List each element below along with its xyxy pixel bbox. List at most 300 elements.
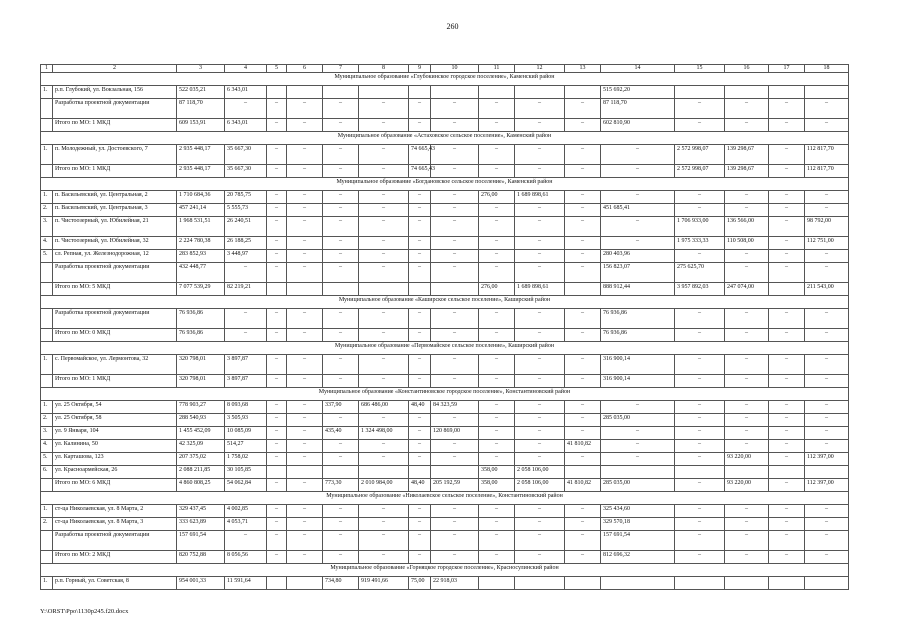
amount-cell: – (359, 309, 409, 329)
row-number: 1. (41, 86, 53, 99)
amount-cell: 82 219,21 (225, 283, 267, 296)
amount-cell (323, 466, 359, 479)
table-row (41, 427, 849, 440)
amount-cell: – (287, 440, 323, 453)
amount-cell (675, 466, 725, 479)
amount-cell: – (805, 329, 849, 342)
amount-cell: – (769, 145, 805, 165)
amount-cell: 325 434,60 (601, 505, 675, 518)
amount-cell (479, 86, 515, 99)
amount-cell: – (431, 518, 479, 531)
amount-cell: – (675, 204, 725, 217)
amount-cell: – (323, 355, 359, 375)
table-row (41, 531, 849, 551)
amount-cell: – (805, 375, 849, 388)
address-cell: Итого по МО: 1 МКД (53, 165, 177, 178)
amount-cell: 87 118,70 (601, 99, 675, 119)
capital-repair-table (40, 64, 849, 590)
amount-cell: – (267, 551, 287, 564)
amount-cell: – (675, 414, 725, 427)
address-cell: Итого по МО: 1 МКД (53, 119, 177, 132)
amount-cell: – (805, 355, 849, 375)
amount-cell: – (287, 427, 323, 440)
column-number: 16 (725, 65, 769, 73)
amount-cell: – (675, 427, 725, 440)
amount-cell: – (725, 263, 769, 283)
row-number: 1. (41, 191, 53, 204)
amount-cell: 54 062,84 (225, 479, 267, 492)
amount-cell: 6 343,01 (225, 86, 267, 99)
amount-cell: 275 625,70 (675, 263, 725, 283)
amount-cell: 84 323,59 (431, 401, 479, 414)
amount-cell: – (409, 217, 431, 237)
amount-cell: 686 486,00 (359, 401, 409, 414)
amount-cell: – (409, 375, 431, 388)
amount-cell: 87 118,70 (177, 99, 225, 119)
amount-cell: – (323, 165, 359, 178)
amount-cell: – (479, 453, 515, 466)
amount-cell (409, 86, 431, 99)
column-number: 6 (287, 65, 323, 73)
amount-cell: – (359, 99, 409, 119)
amount-cell: 316 900,14 (601, 375, 675, 388)
amount-cell: – (323, 505, 359, 518)
amount-cell: – (287, 355, 323, 375)
amount-cell: – (675, 479, 725, 492)
amount-cell: – (565, 453, 601, 466)
amount-cell: – (675, 440, 725, 453)
amount-cell: – (565, 191, 601, 204)
amount-cell: – (409, 237, 431, 250)
section-title: Муниципальное образование «Богдановское сельское поселение», Каменский район (41, 178, 849, 191)
row-number: 3. (41, 217, 53, 237)
amount-cell: – (267, 375, 287, 388)
amount-cell: – (565, 375, 601, 388)
amount-cell: – (287, 145, 323, 165)
amount-cell: 22 918,03 (431, 577, 479, 590)
row-number (41, 531, 53, 551)
table-row (41, 453, 849, 466)
amount-cell: – (359, 204, 409, 217)
amount-cell: 1 324 498,00 (359, 427, 409, 440)
amount-cell: – (601, 401, 675, 414)
row-number: 1. (41, 401, 53, 414)
amount-cell: 2 058 106,00 (515, 466, 565, 479)
amount-cell: – (725, 250, 769, 263)
amount-cell (565, 86, 601, 99)
amount-cell: – (409, 263, 431, 283)
amount-cell (725, 577, 769, 590)
amount-cell: – (409, 204, 431, 217)
amount-cell (515, 86, 565, 99)
amount-cell: – (225, 309, 267, 329)
section-heading-row (41, 388, 849, 401)
amount-cell: – (725, 355, 769, 375)
amount-cell: 157 691,54 (601, 531, 675, 551)
amount-cell: 333 623,89 (177, 518, 225, 531)
amount-cell: 110 508,00 (725, 237, 769, 250)
table-row (41, 466, 849, 479)
amount-cell: – (769, 414, 805, 427)
amount-cell: 76 936,86 (601, 309, 675, 329)
amount-cell: – (431, 99, 479, 119)
amount-cell: 76 936,86 (177, 309, 225, 329)
column-number: 5 (267, 65, 287, 73)
amount-cell: – (431, 165, 479, 178)
amount-cell: – (769, 119, 805, 132)
amount-cell: – (409, 505, 431, 518)
amount-cell: 734,80 (323, 577, 359, 590)
amount-cell: – (479, 99, 515, 119)
amount-cell: – (601, 165, 675, 178)
amount-cell: – (359, 237, 409, 250)
table-row (41, 237, 849, 250)
amount-cell: – (805, 119, 849, 132)
amount-cell: – (515, 204, 565, 217)
address-cell: Итого по МО: 1 МКД (53, 375, 177, 388)
file-path-footer: Y:\ORST\Ppo\1130p245.f20.docx (40, 608, 129, 615)
section-title: Муниципальное образование «Глубокинское городское поселение», Каменский район (41, 73, 849, 86)
amount-cell: – (431, 440, 479, 453)
address-cell: ул. 25 Октября, 58 (53, 414, 177, 427)
amount-cell: – (431, 355, 479, 375)
amount-cell (675, 86, 725, 99)
row-number (41, 551, 53, 564)
table-row (41, 355, 849, 375)
amount-cell: 778 903,27 (177, 401, 225, 414)
section-heading-row (41, 178, 849, 191)
table-row (41, 283, 849, 296)
amount-cell: – (725, 191, 769, 204)
amount-cell: – (479, 401, 515, 414)
amount-cell: – (769, 99, 805, 119)
amount-cell: – (805, 250, 849, 263)
amount-cell: – (479, 165, 515, 178)
amount-cell: – (515, 355, 565, 375)
amount-cell: – (267, 355, 287, 375)
row-number: 1. (41, 577, 53, 590)
amount-cell (323, 86, 359, 99)
amount-cell: – (431, 217, 479, 237)
table-row (41, 414, 849, 427)
section-title: Муниципальное образование «Каширское сельское поселение», Каширский район (41, 296, 849, 309)
table-row (41, 119, 849, 132)
column-number: 4 (225, 65, 267, 73)
amount-cell: – (769, 263, 805, 283)
column-number: 12 (515, 65, 565, 73)
row-number: 5. (41, 453, 53, 466)
amount-cell: 112 817,70 (805, 145, 849, 165)
amount-cell: – (769, 518, 805, 531)
page-number: 260 (446, 22, 459, 31)
amount-cell: – (409, 99, 431, 119)
amount-cell: – (409, 427, 431, 440)
row-number: 5. (41, 250, 53, 263)
column-number: 8 (359, 65, 409, 73)
amount-cell (287, 86, 323, 99)
amount-cell: – (479, 250, 515, 263)
amount-cell: – (359, 440, 409, 453)
row-number (41, 283, 53, 296)
amount-cell: – (515, 237, 565, 250)
amount-cell: – (725, 414, 769, 427)
amount-cell: – (409, 355, 431, 375)
amount-cell: – (805, 531, 849, 551)
amount-cell: – (479, 237, 515, 250)
amount-cell: 820 752,88 (177, 551, 225, 564)
amount-cell: – (287, 505, 323, 518)
table-row (41, 250, 849, 263)
column-number: 9 (409, 65, 431, 73)
amount-cell: – (287, 237, 323, 250)
address-cell: Итого по МО: 6 МКД (53, 479, 177, 492)
amount-cell: – (805, 427, 849, 440)
amount-cell: – (267, 414, 287, 427)
row-number: 1. (41, 145, 53, 165)
amount-cell: – (565, 518, 601, 531)
amount-cell: 3 505,93 (225, 414, 267, 427)
amount-cell (805, 86, 849, 99)
amount-cell: – (565, 119, 601, 132)
row-number (41, 99, 53, 119)
amount-cell (431, 283, 479, 296)
amount-cell: – (479, 531, 515, 551)
amount-cell: – (267, 204, 287, 217)
amount-cell: – (479, 551, 515, 564)
column-number: 3 (177, 65, 225, 73)
row-number (41, 119, 53, 132)
amount-cell: – (479, 518, 515, 531)
amount-cell: – (601, 453, 675, 466)
amount-cell: – (479, 309, 515, 329)
amount-cell: – (225, 263, 267, 283)
amount-cell: – (601, 440, 675, 453)
amount-cell: – (323, 329, 359, 342)
amount-cell: – (675, 505, 725, 518)
amount-cell: – (515, 401, 565, 414)
row-number: 6. (41, 466, 53, 479)
amount-cell: 1 455 452,09 (177, 427, 225, 440)
amount-cell: 42 325,09 (177, 440, 225, 453)
address-cell: ул. 25 Октября, 54 (53, 401, 177, 414)
amount-cell: 4 053,71 (225, 518, 267, 531)
amount-cell: – (769, 204, 805, 217)
amount-cell: – (359, 165, 409, 178)
amount-cell: 2 058 106,00 (515, 479, 565, 492)
amount-cell: – (565, 263, 601, 283)
amount-cell: – (431, 250, 479, 263)
address-cell: Разработка проектной документации (53, 531, 177, 551)
row-number (41, 479, 53, 492)
amount-cell: – (515, 440, 565, 453)
column-number-row (41, 65, 849, 73)
amount-cell: – (725, 518, 769, 531)
amount-cell: 10 085,09 (225, 427, 267, 440)
amount-cell: 41 810,82 (565, 479, 601, 492)
amount-cell: – (287, 309, 323, 329)
amount-cell (769, 283, 805, 296)
amount-cell: 41 810,82 (565, 440, 601, 453)
table-row (41, 165, 849, 178)
amount-cell: 602 810,90 (601, 119, 675, 132)
amount-cell: – (359, 191, 409, 204)
amount-cell: – (479, 119, 515, 132)
amount-cell: – (431, 375, 479, 388)
section-title: Муниципальное образование «Константиновское городское поселение», Константиновский район (41, 388, 849, 401)
row-number: 2. (41, 414, 53, 427)
amount-cell: – (769, 191, 805, 204)
amount-cell: – (287, 263, 323, 283)
amount-cell: – (287, 479, 323, 492)
amount-cell: – (359, 119, 409, 132)
amount-cell: – (515, 329, 565, 342)
amount-cell (601, 577, 675, 590)
column-number: 15 (675, 65, 725, 73)
amount-cell (565, 466, 601, 479)
amount-cell: – (805, 518, 849, 531)
amount-cell: – (267, 145, 287, 165)
amount-cell: – (409, 531, 431, 551)
amount-cell: – (225, 99, 267, 119)
amount-cell: – (769, 427, 805, 440)
amount-cell: 358,00 (479, 479, 515, 492)
amount-cell: – (769, 453, 805, 466)
amount-cell: – (675, 551, 725, 564)
amount-cell: – (431, 145, 479, 165)
amount-cell: 2 572 998,07 (675, 165, 725, 178)
amount-cell: 320 798,01 (177, 375, 225, 388)
amount-cell: 112 751,00 (805, 237, 849, 250)
amount-cell: – (323, 217, 359, 237)
amount-cell: 1 689 898,61 (515, 283, 565, 296)
amount-cell: – (769, 165, 805, 178)
amount-cell: – (769, 479, 805, 492)
amount-cell: 2 010 984,00 (359, 479, 409, 492)
amount-cell: – (565, 355, 601, 375)
amount-cell: – (287, 99, 323, 119)
amount-cell (769, 86, 805, 99)
amount-cell (805, 466, 849, 479)
amount-cell: 98 792,00 (805, 217, 849, 237)
amount-cell: 283 852,93 (177, 250, 225, 263)
amount-cell: – (675, 99, 725, 119)
amount-cell: – (515, 263, 565, 283)
amount-cell (725, 466, 769, 479)
address-cell: п. Васильевский, ул. Центральная, 3 (53, 204, 177, 217)
amount-cell: – (359, 355, 409, 375)
amount-cell: – (267, 263, 287, 283)
amount-cell: – (725, 505, 769, 518)
amount-cell: 26 188,25 (225, 237, 267, 250)
amount-cell: 7 077 539,29 (177, 283, 225, 296)
amount-cell (267, 86, 287, 99)
amount-cell: – (479, 204, 515, 217)
amount-cell: 329 437,45 (177, 505, 225, 518)
amount-cell: – (565, 329, 601, 342)
amount-cell: – (675, 355, 725, 375)
amount-cell: 2 224 780,38 (177, 237, 225, 250)
amount-cell: – (323, 414, 359, 427)
amount-cell: – (287, 191, 323, 204)
amount-cell: 1 968 531,51 (177, 217, 225, 237)
address-cell: п. Васильевский, ул. Центральная, 2 (53, 191, 177, 204)
amount-cell: – (565, 145, 601, 165)
amount-cell: 514,27 (225, 440, 267, 453)
amount-cell: – (515, 165, 565, 178)
amount-cell: – (805, 440, 849, 453)
amount-cell: – (431, 204, 479, 217)
row-number (41, 309, 53, 329)
amount-cell: 112 817,70 (805, 165, 849, 178)
amount-cell: – (431, 414, 479, 427)
amount-cell: – (323, 263, 359, 283)
amount-cell: – (267, 119, 287, 132)
amount-cell: – (323, 551, 359, 564)
amount-cell: – (359, 217, 409, 237)
amount-cell: 337,90 (323, 401, 359, 414)
amount-cell: – (675, 531, 725, 551)
amount-cell: – (409, 119, 431, 132)
table-row (41, 375, 849, 388)
column-number: 17 (769, 65, 805, 73)
amount-cell (323, 283, 359, 296)
amount-cell: – (323, 191, 359, 204)
column-number: 11 (479, 65, 515, 73)
address-cell: Разработка проектной документации (53, 99, 177, 119)
amount-cell: – (675, 250, 725, 263)
amount-cell: – (565, 309, 601, 329)
amount-cell: – (359, 145, 409, 165)
amount-cell: – (323, 237, 359, 250)
amount-cell: – (409, 309, 431, 329)
section-heading-row (41, 342, 849, 355)
amount-cell: – (515, 119, 565, 132)
column-number: 10 (431, 65, 479, 73)
row-number: 2. (41, 204, 53, 217)
amount-cell: – (769, 309, 805, 329)
amount-cell: – (725, 531, 769, 551)
amount-cell: 457 241,14 (177, 204, 225, 217)
amount-cell: – (565, 165, 601, 178)
amount-cell: – (805, 309, 849, 329)
amount-cell: – (725, 99, 769, 119)
amount-cell: – (409, 518, 431, 531)
amount-cell: – (565, 551, 601, 564)
amount-cell: 74 665,43 (409, 145, 431, 165)
amount-cell: 6 343,01 (225, 119, 267, 132)
amount-cell: 888 912,44 (601, 283, 675, 296)
amount-cell: – (267, 250, 287, 263)
amount-cell: – (805, 414, 849, 427)
amount-cell: – (323, 99, 359, 119)
amount-cell: – (805, 505, 849, 518)
table-row (41, 329, 849, 342)
table-row (41, 401, 849, 414)
section-heading-row (41, 132, 849, 145)
amount-cell: – (287, 250, 323, 263)
table-row (41, 145, 849, 165)
table-row (41, 191, 849, 204)
amount-cell: 207 375,02 (177, 453, 225, 466)
amount-cell: – (479, 329, 515, 342)
amount-cell: – (675, 375, 725, 388)
amount-cell: 8 093,68 (225, 401, 267, 414)
address-cell: Итого по МО: 2 МКД (53, 551, 177, 564)
row-number (41, 375, 53, 388)
amount-cell: 919 491,66 (359, 577, 409, 590)
table-row (41, 99, 849, 119)
amount-cell: – (515, 551, 565, 564)
